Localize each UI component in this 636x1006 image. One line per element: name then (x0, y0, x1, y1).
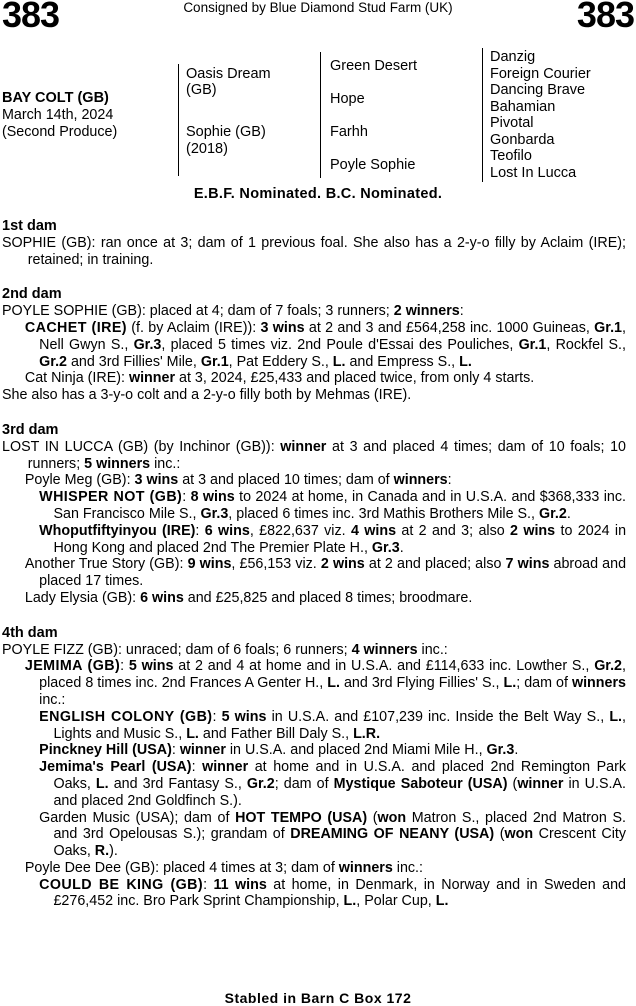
pedigree-ancestor: Bahamian (490, 99, 556, 115)
second-dam-entry: POYLE SOPHIE (GB): placed at 4; dam of 7 foals; 3 runners; 2 winners: (2, 303, 464, 320)
produce-note: (Second Produce) (2, 123, 118, 140)
produce-entry: Poyle Meg (GB): 3 wins at 3 and placed 10 times; dam of winners: (24, 472, 452, 489)
nominations: E.B.F. Nominated. B.C. Nominated. (193, 186, 443, 202)
pedigree-ancestor: Gonbarda (490, 132, 555, 148)
consignor-line: Consigned by Blue Diamond Stud Farm (UK) (183, 0, 453, 15)
pedigree-ancestor: Danzig (490, 49, 536, 65)
produce-entry: Garden Music (USA); dam of HOT TEMPO (USA) (won Matron S., placed 2nd Matron S. and 3rd Opelousas S.); grandam of DREAMING OF NEANY (USA) (won Crescent City Oaks, R.). (39, 809, 627, 860)
pedigree-ancestor: Lost In Lucca (490, 165, 577, 181)
third-dam-entry: LOST IN LUCCA (GB) (by Inchinor (GB)): winner at 3 and placed 4 times; dam of 10 foals; 10 runners; 5 winners inc.: (2, 438, 626, 472)
first-dam-entry: SOPHIE (GB): ran once at 3; dam of 1 previous foal. She also has a 2-y-o filly by Aclaim (IRE); retained; in training. (2, 234, 626, 268)
pedigree-sire-country: (GB) (186, 82, 217, 98)
produce-entry: Jemima's Pearl (USA): winner at home and in U.S.A. and placed 2nd Remington Park Oaks, L. and 3rd Fantasy S., Gr.2; dam of Mystique Saboteur (USA) (winner in U.S.A. and placed 2nd Goldfinch S.). (39, 759, 627, 809)
produce-entry: WHISPER NOT (GB): 8 wins to 2024 at home, in Canada and in U.S.A. and $368,333 inc. San Francisco Mile S., Gr.3, placed 6 times inc. 3rd Mathis Brothers Mile S., Gr.2. (39, 489, 626, 522)
produce-entry: COULD BE KING (GB): 11 wins at home, in Denmark, in Norway and in Sweden and £276,452 inc. Bro Park Sprint Championship, L., Polar Cup, L. (39, 876, 626, 910)
lot-number-right: 383 (576, 0, 634, 35)
pedigree-ancestor: Foreign Courier (490, 66, 591, 82)
pedigree-second-dam: Poyle Sophie (330, 157, 416, 173)
produce-entry: JEMIMA (GB): 5 wins at 2 and 4 at home and in U.S.A. and £114,633 inc. Lowther S., Gr.2, placed 8 times inc. 2nd Frances A Genter H., L. and 3rd Flying Fillies' S., L.; dam of winners inc.: (24, 658, 626, 708)
produce-entry: CACHET (IRE) (f. by Aclaim (IRE)): 3 wins at 2 and 3 and £564,258 inc. 1000 Guineas, Gr.1, Nell Gwyn S., Gr.3, placed 5 times viz. 2nd Poule d'Essai des Pouliches, Gr.1, Rockfel S., Gr.2 and 3rd Fillies' Mile, Gr.1, Pat Eddery S., L. and Empress S., L. (24, 319, 627, 370)
pedigree-dam-year: (2018) (186, 141, 228, 157)
horse-name: BAY COLT (GB) (2, 90, 109, 106)
pedigree-bracket-2 (320, 52, 321, 178)
pedigree-ancestor: Teofilo (490, 148, 532, 164)
section-title-2nd-dam: 2nd dam (2, 286, 62, 303)
pedigree-damsire: Farhh (330, 124, 368, 140)
second-dam-note: She also has a 3-y-o colt and a 2-y-o filly both by Mehmas (IRE). (2, 387, 412, 404)
produce-entry: Poyle Dee Dee (GB): placed 4 times at 3; dam of winners inc.: (24, 859, 423, 876)
pedigree-granddam: Hope (330, 91, 365, 107)
produce-entry: Cat Ninja (IRE): winner at 3, 2024, £25,433 and placed twice, from only 4 starts. (24, 370, 535, 387)
produce-entry: Lady Elysia (GB): 6 wins and £25,825 and placed 8 times; broodmare. (24, 589, 473, 606)
section-title-3rd-dam: 3rd dam (2, 421, 59, 438)
pedigree-bracket-3 (482, 48, 483, 182)
pedigree-ancestor: Dancing Brave (490, 82, 586, 98)
stabling-footer: Stabled in Barn C Box 172 (224, 990, 412, 1006)
catalogue-body (2, 218, 626, 910)
pedigree-dam: Sophie (GB) (186, 124, 266, 140)
pedigree-sire: Oasis Dream (186, 66, 271, 82)
section-title-4th-dam: 4th dam (2, 624, 58, 641)
foaling-date: March 14th, 2024 (2, 106, 114, 123)
produce-entry: Pinckney Hill (USA): winner in U.S.A. and placed 2nd Miami Mile H., Gr.3. (39, 742, 519, 759)
section-title-1st-dam: 1st dam (2, 218, 57, 234)
lot-number-left: 383 (2, 0, 60, 35)
produce-entry: Another True Story (GB): 9 wins, £56,153 viz. 2 wins at 2 and placed; also 7 wins abroad and placed 17 times. (24, 556, 627, 590)
produce-entry: ENGLISH COLONY (GB): 5 wins in U.S.A. and £107,239 inc. Inside the Belt Way S., L., Lights and Music S., L. and Father Bill Daly S., L.R. (39, 708, 627, 742)
pedigree-bracket-1 (178, 64, 179, 176)
fourth-dam-entry: POYLE FIZZ (GB): unraced; dam of 6 foals; 6 runners; 4 winners inc.: (2, 641, 448, 658)
horse-header (2, 90, 182, 140)
pedigree-grandsire: Green Desert (330, 58, 418, 74)
pedigree-ancestor: Pivotal (490, 115, 534, 131)
produce-entry: Whoputfiftyinyou (IRE): 6 wins, £822,637 viz. 4 wins at 2 and 3; also 2 wins to 2024 in Hong Kong and placed 2nd The Premier Plate H., Gr.3. (39, 522, 627, 556)
